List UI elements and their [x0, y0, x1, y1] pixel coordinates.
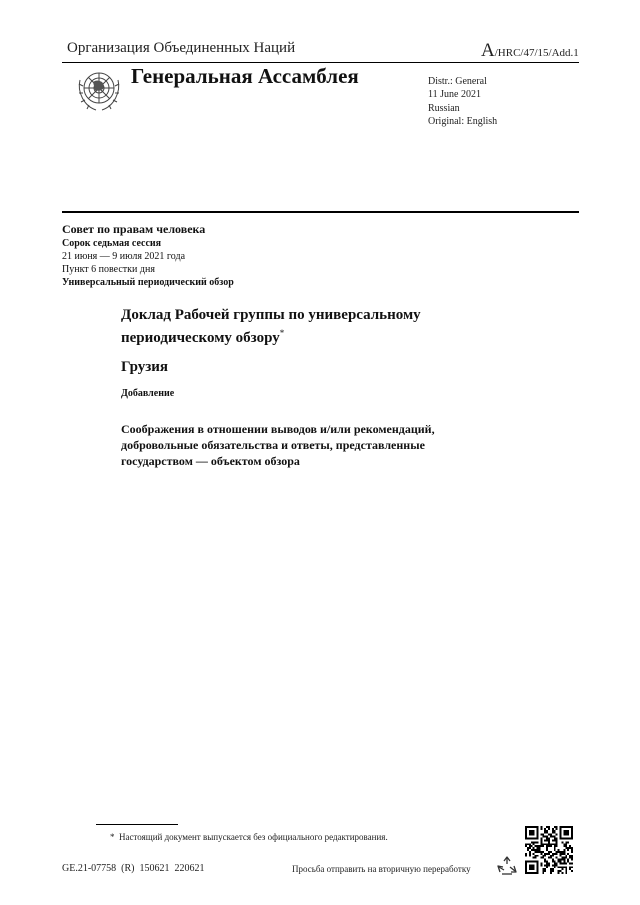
agenda-item: Пункт 6 повестки дня	[62, 264, 155, 275]
un-emblem-icon	[74, 66, 124, 116]
recycle-icon	[496, 856, 518, 878]
distribution-line: 11 June 2021	[428, 89, 481, 101]
footnote-mark: *	[110, 832, 115, 842]
distribution-line: Original: English	[428, 116, 498, 128]
agenda-item-title: Универсальный периодический обзор	[62, 277, 234, 288]
subtitle-line: Соображения в отношении выводов и/или рекомендаций,	[121, 422, 435, 436]
subtitle-line: добровольные обязательства и ответы, представленные	[121, 438, 425, 452]
organization-name: Организация Объединенных Наций	[67, 40, 296, 56]
council-name: Совет по правам человека	[62, 222, 206, 236]
body-name: Генеральная Ассамблея	[131, 64, 359, 88]
country-heading: Грузия	[121, 359, 169, 375]
footnote	[110, 832, 388, 842]
footnote-rule	[96, 824, 178, 825]
document-symbol	[481, 40, 579, 62]
symbol-rest: /HRC/47/15/Add.1	[494, 47, 579, 59]
qr-code-icon	[525, 826, 573, 874]
report-title-line2: периодическому обзору	[121, 330, 280, 346]
document-subtitle	[121, 421, 435, 469]
subtitle-line: государством — объектом обзора	[121, 454, 300, 468]
report-title	[121, 306, 421, 347]
footnote-text: Настоящий документ выпускается без официального редактирования.	[119, 832, 388, 842]
distribution-line: Russian	[428, 102, 460, 114]
report-title-line	[121, 324, 421, 347]
distribution-line: Distr.: General	[428, 76, 487, 87]
document-job-code: GE.21-07758 (R) 150621 220621	[62, 863, 205, 874]
header-rule	[62, 62, 579, 63]
session-dates: 21 июня — 9 июля 2021 года	[62, 251, 186, 262]
addendum-label: Добавление	[121, 388, 175, 399]
distribution-block	[428, 75, 497, 129]
recycle-note: Просьба отправить на вторичную переработку	[292, 864, 471, 874]
section-rule	[62, 211, 579, 213]
symbol-prefix: A	[481, 40, 495, 61]
session-name: Сорок седьмая сессия	[62, 238, 162, 249]
report-title-line: Доклад Рабочей группы по универсальному	[121, 307, 421, 323]
footnote-marker: *	[279, 328, 285, 338]
